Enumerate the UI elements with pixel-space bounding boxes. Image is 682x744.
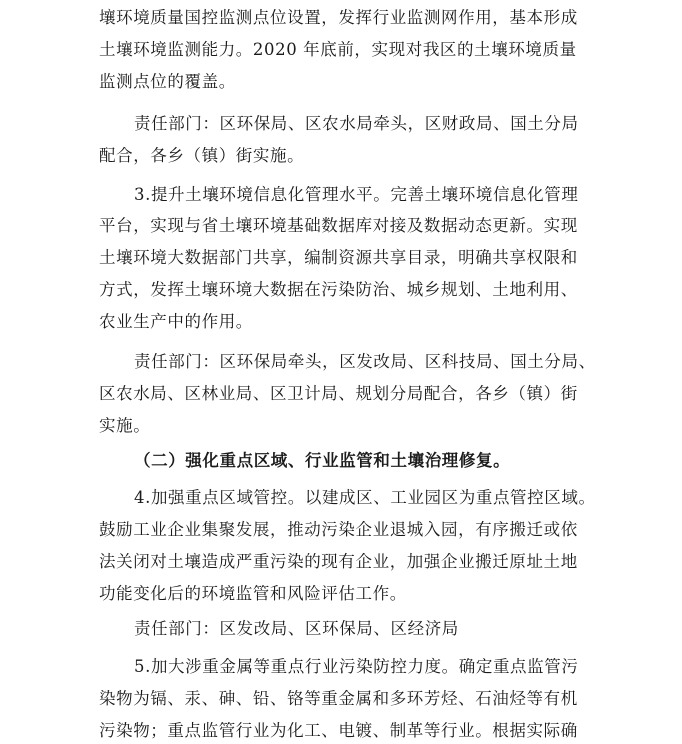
responsible-dept-line-2: 责任部门：区环保局牵头，区发改局、区科技局、国土分局、 — [134, 352, 596, 371]
text-line-8: 土壤环境大数据部门共享，编制资源共享目录，明确共享权限和 — [99, 248, 578, 267]
text-line-10: 农业生产中的作用。 — [99, 312, 253, 331]
text-line-21: 染物为镉、汞、砷、铅、铬等重金属和多环芳烃、石油烃等有机 — [99, 689, 578, 708]
section-item-5: 5.加大涉重金属等重点行业污染防控力度。确定重点监管污 — [134, 657, 579, 676]
responsible-dept-line-1: 责任部门：区环保局、区农水局牵头，区财政局、国土分局 — [134, 114, 579, 133]
section-item-4: 4.加强重点区域管控。以建成区、工业园区为重点管控区域。 — [134, 488, 596, 507]
responsible-dept-line-3: 责任部门：区发改局、区环保局、区经济局 — [134, 619, 459, 638]
text-line-18: 功能变化后的环境监管和风险评估工作。 — [99, 584, 407, 603]
text-line-3: 监测点位的覆盖。 — [99, 72, 236, 91]
text-line-9: 方式，发挥土壤环境大数据在污染防治、城乡规划、土地利用、 — [99, 280, 578, 299]
text-line-17: 法关闭对土壤造成严重污染的现有企业，加强企业搬迁原址土地 — [99, 552, 578, 571]
text-line-12: 区农水局、区林业局、区卫计局、规划分局配合，各乡（镇）街 — [99, 384, 578, 403]
text-line-13: 实施。 — [99, 416, 151, 435]
text-line-22: 污染物；重点监管行业为化工、电镀、制革等行业。根据实际确 — [99, 721, 578, 740]
section-heading-2: （二）强化重点区域、行业监管和土壤治理修复。 — [134, 451, 511, 470]
section-item-3: 3.提升土壤环境信息化管理水平。完善土壤环境信息化管理 — [134, 185, 579, 204]
text-line-1: 壤环境质量国控监测点位设置，发挥行业监测网作用，基本形成 — [99, 8, 578, 27]
text-line-16: 鼓励工业企业集聚发展，推动污染企业退城入园，有序搬迁或依 — [99, 520, 578, 539]
text-line-7: 平台，实现与省土壤环境基础数据库对接及数据动态更新。实现 — [99, 216, 578, 235]
text-line-2: 土壤环境监测能力。2020 年底前，实现对我区的土壤环境质量 — [99, 40, 577, 59]
text-line-5: 配合，各乡（镇）街实施。 — [99, 146, 305, 165]
